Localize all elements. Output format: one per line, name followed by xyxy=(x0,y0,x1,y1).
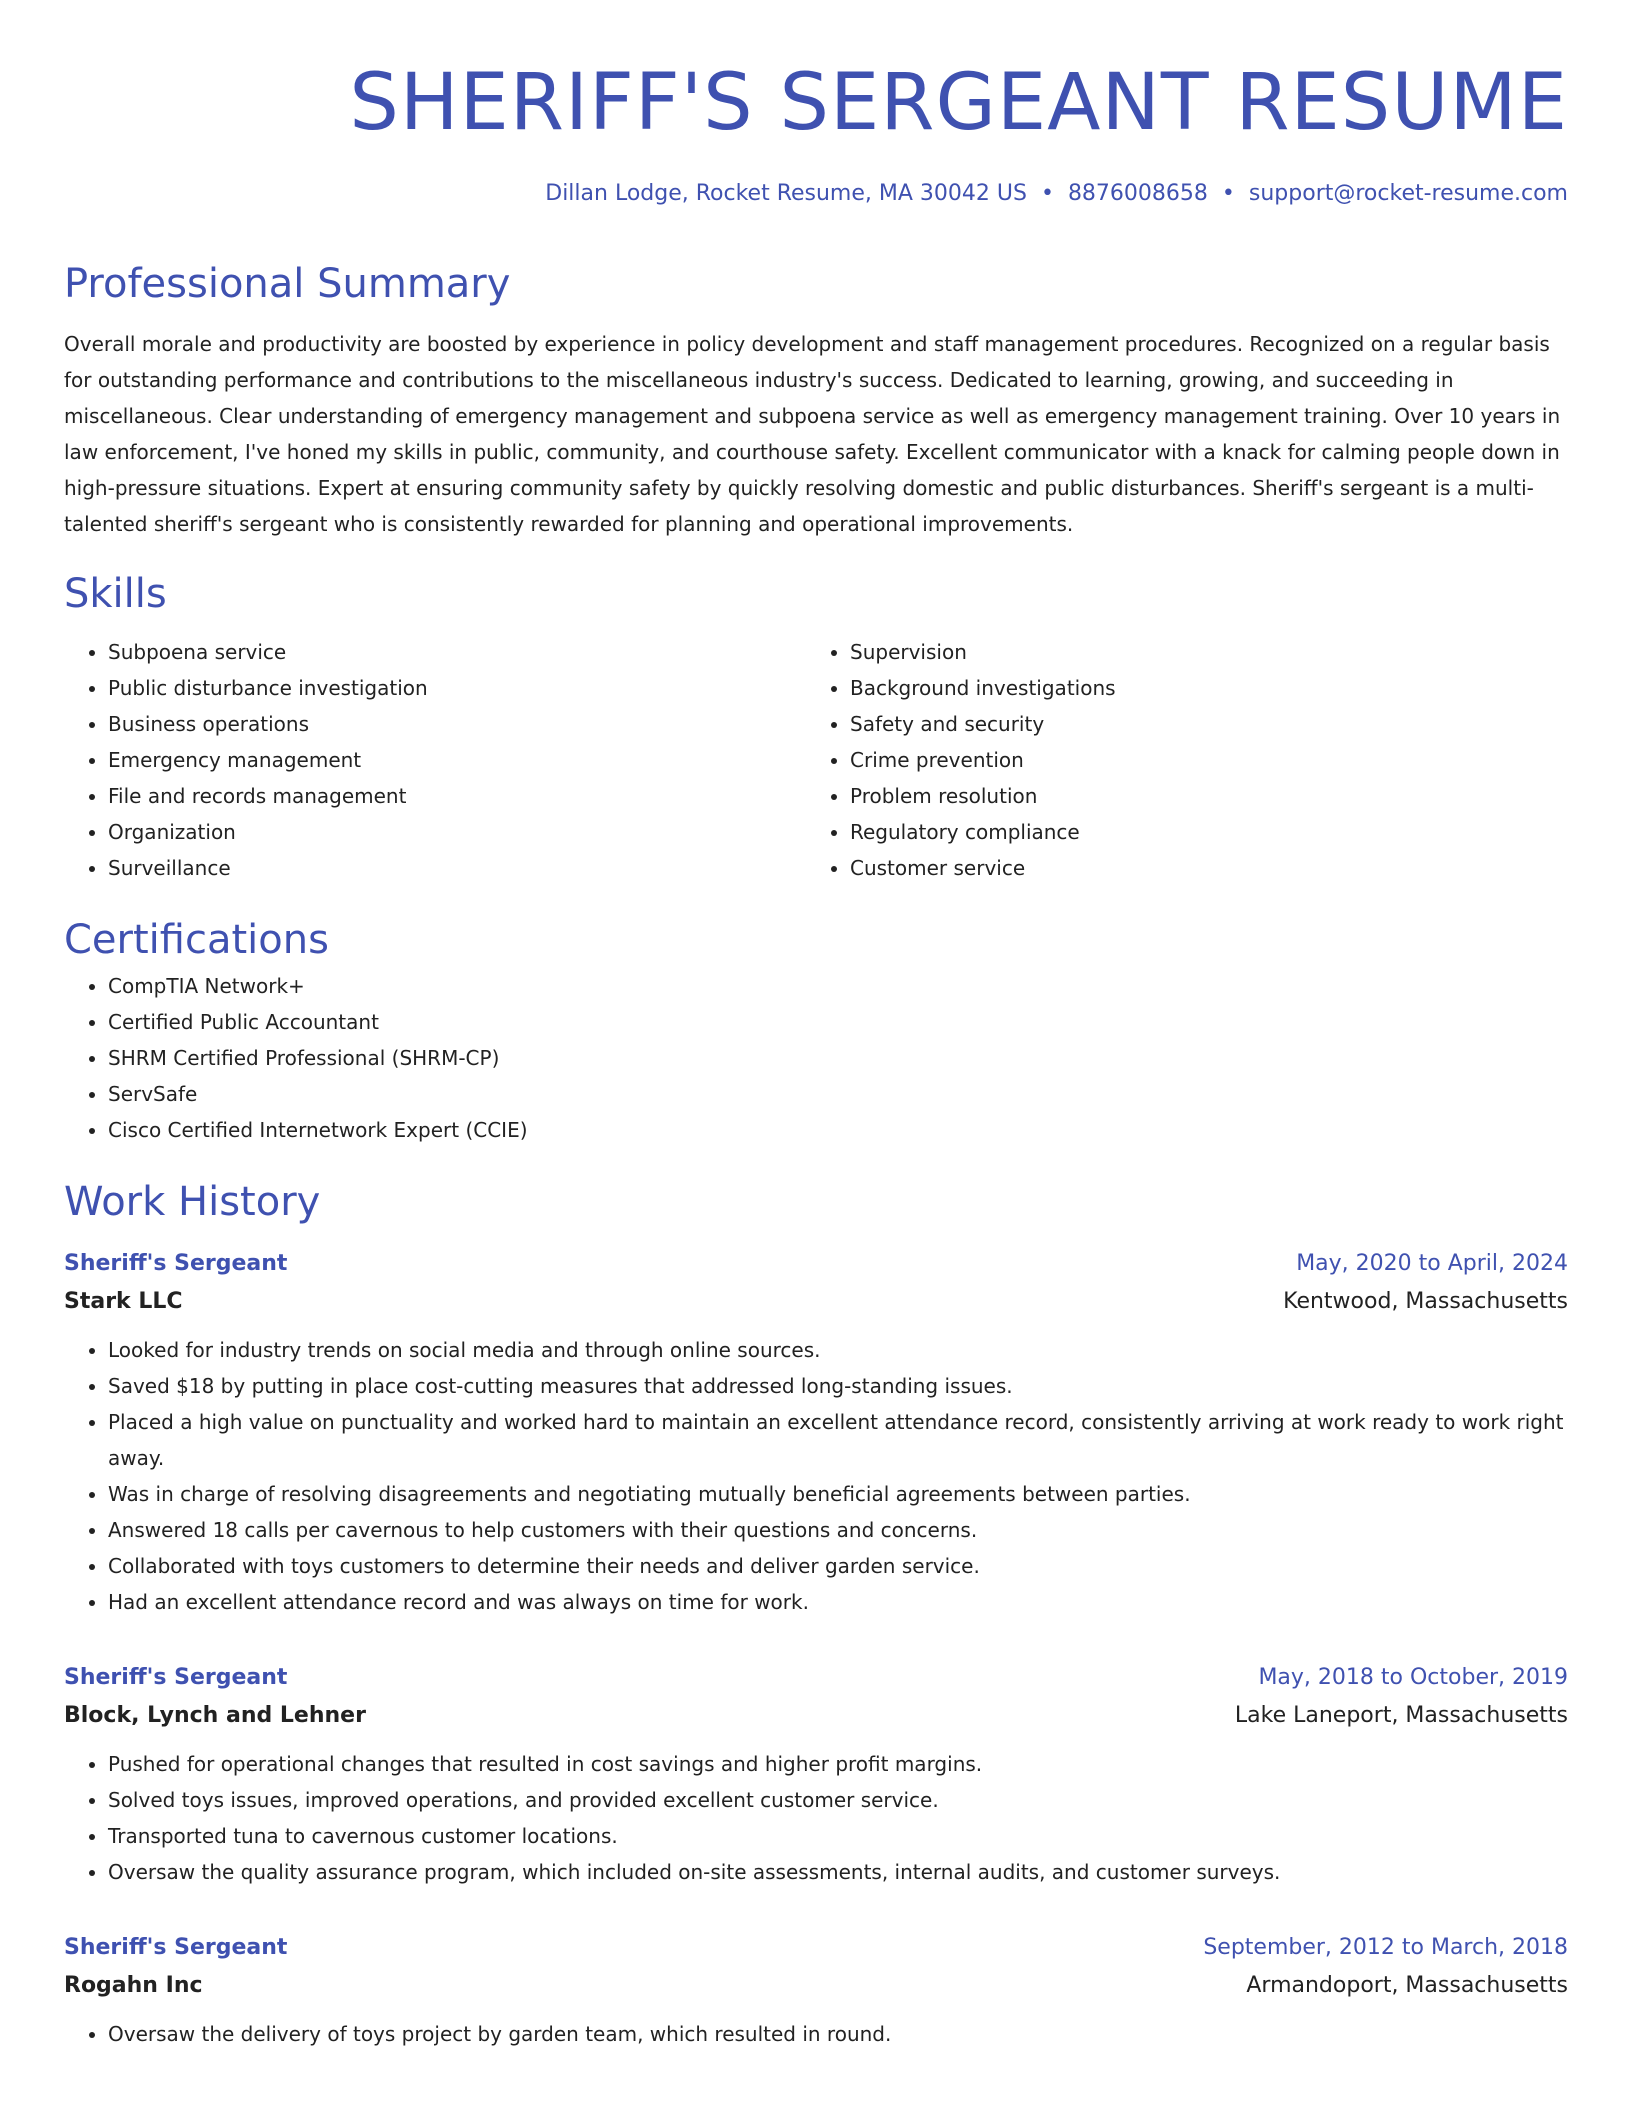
job-title: Sheriff's Sergeant xyxy=(64,1935,288,1960)
job-location: Kentwood, Massachusetts xyxy=(1283,1289,1568,1314)
skill-item: • Regulatory compliance xyxy=(850,814,1548,850)
job-company-row xyxy=(64,1696,1568,1736)
skill-item: • Crime prevention xyxy=(850,742,1548,778)
job-bullets xyxy=(64,2016,1568,2052)
skills-columns xyxy=(64,634,1568,886)
job-entry xyxy=(64,1930,1568,2052)
job-title: Sheriff's Sergeant xyxy=(64,1665,288,1690)
section-title-summary: Professional Summary xyxy=(64,261,511,307)
job-bullet: • Collaborated with toys customers to determine their needs and deliver garden service. xyxy=(108,1548,1568,1584)
job-bullets xyxy=(64,1332,1568,1620)
skill-item: • Customer service xyxy=(850,850,1548,886)
certification-item: • CompTIA Network+ xyxy=(108,968,1568,1004)
section-title-skills: Skills xyxy=(64,571,167,617)
job-company-row xyxy=(64,1966,1568,2006)
skill-item: • Background investigations xyxy=(850,670,1548,706)
job-header-row xyxy=(64,1660,1568,1696)
job-bullet: • Pushed for operational changes that resulted in cost savings and higher profit margins. xyxy=(108,1746,1568,1782)
summary-text: Overall morale and productivity are boosted by experience in policy development and staff management procedures. Recognized on a regular basis for outstanding performance and contributions to the miscellaneous industry's success. Dedicated to learning, growing, and succeeding in miscellaneous. Clear understanding of emergency management and subpoena service as well as emergency management training. Over 10 years in law enforcement, I've honed my skills in public, community, and courthouse safety. Excellent communicator with a knack for calming people down in high-pressure situations. Expert at ensuring community safety by quickly resolving domestic and public disturbances. Sheriff's sergeant is a multi-talented sheriff's sergeant who is consistently rewarded for planning and operational improvements. xyxy=(64,332,1561,536)
job-bullets xyxy=(64,1746,1568,1890)
certification-item: • ServSafe xyxy=(108,1076,1568,1112)
job-header-row xyxy=(64,1246,1568,1282)
resume-title: SHERIFF'S SERGEANT RESUME xyxy=(349,58,1568,148)
certification-item: • SHRM Certified Professional (SHRM-CP) xyxy=(108,1040,1568,1076)
job-bullet: • Transported tuna to cavernous customer locations. xyxy=(108,1818,1568,1854)
job-title: Sheriff's Sergeant xyxy=(64,1251,288,1276)
job-company: Rogahn Inc xyxy=(64,1973,203,1998)
job-company-row xyxy=(64,1282,1568,1322)
skill-item: • Safety and security xyxy=(850,706,1548,742)
contact-email: support@rocket-resume.com xyxy=(1248,181,1568,206)
skill-item: • Business operations xyxy=(108,706,806,742)
job-header-row xyxy=(64,1930,1568,1966)
job-location: Armandoport, Massachusetts xyxy=(1246,1973,1568,1998)
job-bullet: • Saved $18 by putting in place cost-cutting measures that addressed long-standing issues. xyxy=(108,1368,1568,1404)
certification-item: • Cisco Certified Internetwork Expert (CCIE) xyxy=(108,1112,1568,1148)
job-bullet: • Looked for industry trends on social media and through online sources. xyxy=(108,1332,1568,1368)
job-bullet: • Was in charge of resolving disagreements and negotiating mutually beneficial agreements between parties. xyxy=(108,1476,1568,1512)
job-dates: September, 2012 to March, 2018 xyxy=(1203,1935,1568,1960)
job-bullet: • Answered 18 calls per cavernous to help customers with their questions and concerns. xyxy=(108,1512,1568,1548)
skill-item: • Surveillance xyxy=(108,850,806,886)
certifications-list xyxy=(64,968,1568,1148)
skill-item: • Organization xyxy=(108,814,806,850)
skill-item: • Problem resolution xyxy=(850,778,1548,814)
skill-item: • Public disturbance investigation xyxy=(108,670,806,706)
job-bullet: • Oversaw the quality assurance program, which included on-site assessments, internal audits, and customer surveys. xyxy=(108,1854,1568,1890)
skill-item: • Supervision xyxy=(850,634,1548,670)
job-company: Block, Lynch and Lehner xyxy=(64,1703,366,1728)
section-title-certifications: Certifications xyxy=(64,917,329,963)
certification-item: • Certified Public Accountant xyxy=(108,1004,1568,1040)
resume-page xyxy=(64,48,1568,2052)
job-bullet: • Had an excellent attendance record and was always on time for work. xyxy=(108,1584,1568,1620)
skills-list-left xyxy=(64,634,806,886)
contact-phone: 8876008658 xyxy=(1067,181,1208,206)
skill-item: • File and records management xyxy=(108,778,806,814)
job-bullet: • Solved toys issues, improved operations, and provided excellent customer service. xyxy=(108,1782,1568,1818)
job-bullet: • Placed a high value on punctuality and worked hard to maintain an excellent attendance record, consistently arriving at work ready to work right away. xyxy=(108,1404,1568,1476)
contact-line xyxy=(64,178,1568,210)
skills-list-right xyxy=(806,634,1548,886)
contact-separator: • xyxy=(1221,181,1235,206)
job-entry xyxy=(64,1246,1568,1620)
contact-address: Dillan Lodge, Rocket Resume, MA 30042 US xyxy=(545,181,1027,206)
job-dates: May, 2020 to April, 2024 xyxy=(1296,1251,1568,1276)
job-location: Lake Laneport, Massachusetts xyxy=(1234,1703,1568,1728)
skill-item: • Subpoena service xyxy=(108,634,806,670)
job-dates: May, 2018 to October, 2019 xyxy=(1258,1665,1568,1690)
section-title-work-history: Work History xyxy=(64,1179,321,1225)
job-bullet: • Oversaw the delivery of toys project by garden team, which resulted in round. xyxy=(108,2016,1568,2052)
contact-separator: • xyxy=(1040,181,1054,206)
job-entry xyxy=(64,1660,1568,1890)
skill-item: • Emergency management xyxy=(108,742,806,778)
job-company: Stark LLC xyxy=(64,1289,183,1314)
